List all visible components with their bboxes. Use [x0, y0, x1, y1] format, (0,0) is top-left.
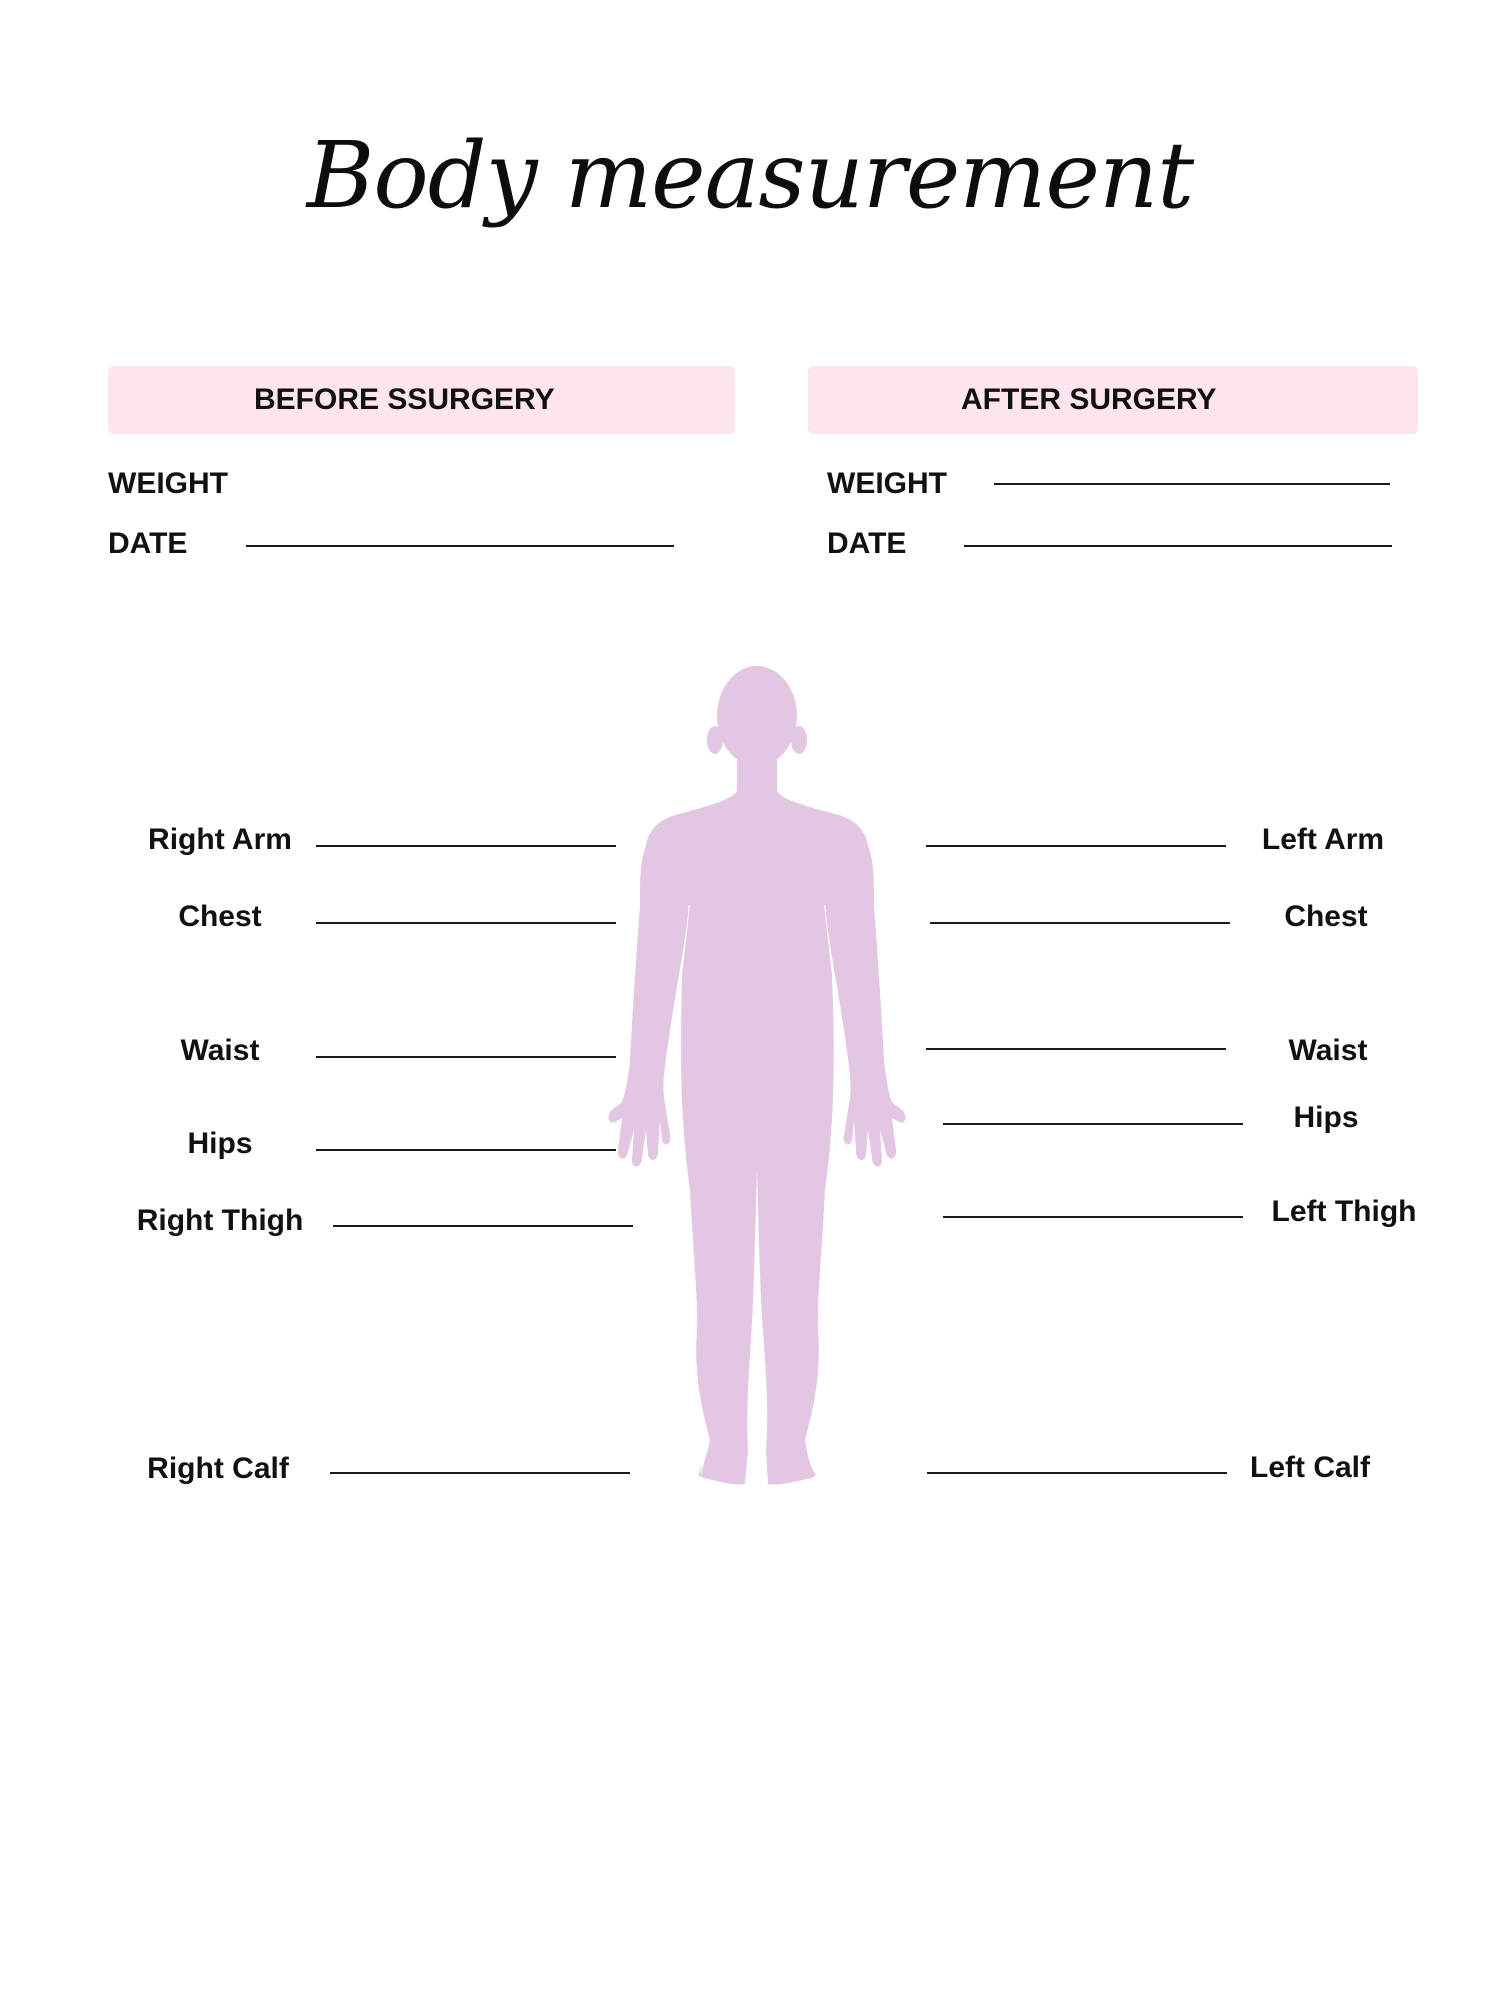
measure-label-left-thigh: Left Thigh — [1271, 1195, 1417, 1228]
measure-field-right-arm[interactable] — [316, 845, 616, 847]
measure-field-hips-left[interactable] — [316, 1149, 616, 1151]
measure-label-waist-right: Waist — [1288, 1034, 1368, 1067]
measure-label-right-calf: Right Calf — [147, 1452, 289, 1485]
after-weight-label: WEIGHT — [827, 467, 947, 500]
measure-field-right-calf[interactable] — [330, 1472, 630, 1474]
before-weight-label: WEIGHT — [108, 467, 228, 500]
measure-field-chest-right[interactable] — [930, 922, 1230, 924]
measure-field-waist-left[interactable] — [316, 1056, 616, 1058]
measure-label-waist-left: Waist — [180, 1034, 260, 1067]
measure-label-chest-right: Chest — [1284, 900, 1368, 933]
after-surgery-header-label: AFTER SURGERY — [961, 383, 1217, 416]
measure-label-hips-right: Hips — [1293, 1101, 1359, 1134]
measure-label-left-calf: Left Calf — [1250, 1451, 1370, 1484]
measure-field-left-arm[interactable] — [926, 845, 1226, 847]
measure-label-right-thigh: Right Thigh — [136, 1204, 304, 1237]
measure-field-right-thigh[interactable] — [333, 1225, 633, 1227]
measure-field-left-calf[interactable] — [927, 1472, 1227, 1474]
page-title: Body measurement — [306, 122, 1194, 229]
measure-field-left-thigh[interactable] — [943, 1216, 1243, 1218]
measure-label-left-arm: Left Arm — [1261, 823, 1385, 856]
before-surgery-header-label: BEFORE SSURGERY — [254, 383, 555, 416]
after-date-label: DATE — [827, 527, 907, 560]
before-date-label: DATE — [108, 527, 188, 560]
measure-field-hips-right[interactable] — [943, 1123, 1243, 1125]
measure-label-right-arm: Right Arm — [148, 823, 292, 856]
measure-field-waist-right[interactable] — [926, 1048, 1226, 1050]
measure-label-chest-left: Chest — [178, 900, 262, 933]
measure-field-chest-left[interactable] — [316, 922, 616, 924]
measure-label-hips-left: Hips — [187, 1127, 253, 1160]
